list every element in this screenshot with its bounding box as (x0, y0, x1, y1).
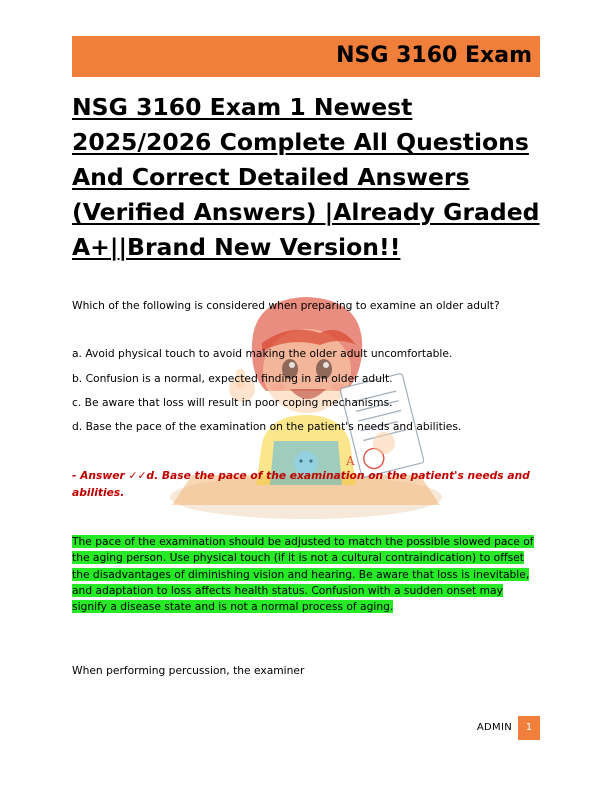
page-number: 1 (525, 722, 533, 733)
rationale-highlight: The pace of the examination should be adjusted to match the possible slowed pace of the aging person. Use physical touch (if it is not a cultural contraindication) to offset the disadvantages of diminishing vision and hearing. Be aware that loss is inevitable, and adaptation to loss affects health status. Confusion with a sudden onset may signify a disease state and is not a normal process of aging. (72, 535, 534, 614)
question-2-text: When performing percussion, the examiner (72, 664, 305, 677)
header-title: NSG 3160 Exam (336, 43, 532, 68)
question-1-text: Which of the following is considered when preparing to examine an older adult? (72, 299, 500, 312)
document-title: NSG 3160 Exam 1 Newest 2025/2026 Complete All Questions And Correct Detailed Answers (Verified Answers) |Already Graded A+||Brand New Version!! (72, 93, 540, 261)
question-1-option-a: a. Avoid physical touch to avoid making the older adult uncomfortable. (72, 347, 453, 360)
question-1-option-d: d. Base the pace of the examination on the patient's needs and abilities. (72, 420, 462, 433)
footer-author: ADMIN (476, 722, 512, 733)
paper-grade-text: A (346, 454, 355, 468)
header-band (72, 36, 540, 77)
question-1-option-c: c. Be aware that loss will result in poor coping mechanisms. (72, 396, 393, 409)
question-1-rationale (72, 534, 540, 615)
page-number-box (518, 716, 540, 740)
question-1-answer: - Answer ✓✓d. Base the pace of the examination on the patient's needs and abilities. (72, 469, 530, 499)
question-1-option-b: b. Confusion is a normal, expected finding in an older adult. (72, 372, 393, 385)
